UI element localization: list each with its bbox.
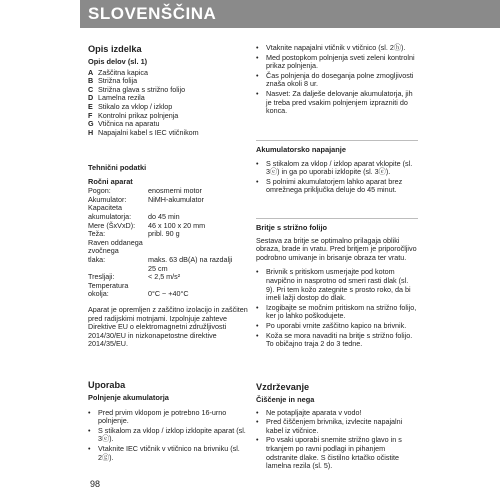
bullet-item [256, 268, 418, 302]
bullet-item [256, 322, 418, 331]
bullet-text: S polnimi akumulatorjem lahko aparat brez omrežnega priključka deluje do 45 minut. [266, 176, 403, 195]
cleaning-heading: Čiščenje in nega [256, 395, 315, 404]
clean-list [256, 409, 418, 471]
charging-heading: Polnjenje akumulatorja [88, 393, 169, 402]
bullet-marker: • [88, 407, 91, 417]
device-heading: Ročni aparat [88, 176, 133, 186]
spec-value: 46 x 100 x 20 mm [148, 220, 206, 230]
part-label: Napajalni kabel s IEC vtičnikom [98, 127, 199, 137]
bullet-item [256, 54, 418, 71]
spec-value: NiMH-akumulator [148, 194, 204, 204]
bullet-text: Izogibajte se močnim pritiskom na strižno folijo, ker jo lahko poškodujete. [266, 302, 417, 321]
page-number: 98 [90, 479, 101, 489]
part-key: H [88, 127, 94, 137]
bullet-text: S stikalom za vklop / izklop aparat vklopite (sl. 3ⓔ) in ga po uporabi izklopite (sl. 3ⓔ). [266, 158, 413, 177]
parts-list [88, 69, 248, 138]
spec-value: 0°C ~ +40°C [148, 289, 189, 299]
bullet-text: Koža se mora navaditi na britje s strižno folijo. To običajno traja 2 do 3 tedne. [266, 330, 413, 349]
spec-key: zvočnega [88, 246, 119, 256]
bullet-marker: • [256, 407, 259, 417]
bullet-text: Ne potapljajte aparata v vodo! [266, 407, 362, 417]
bullet-marker: • [256, 435, 259, 445]
bullet-text: Pred čiščenjem brivnika, izvlecite napajalni kabel iz vtičnice. [266, 417, 403, 435]
part-label: Strižna glava s strižno folijo [98, 84, 186, 94]
spec-value: 25 cm [148, 263, 168, 273]
bullet-marker: • [256, 70, 259, 80]
spec-key: tlaka: [88, 254, 106, 264]
page-title: SLOVENŠČINA [88, 4, 217, 23]
spec-value: pribl. 90 g [148, 229, 180, 239]
bullet-text: Vtaknite napajalni vtičnik v vtičnico (sl. 2ⓗ). [266, 43, 406, 52]
part-key: C [88, 84, 94, 94]
spec-value: < 2,5 m/s² [148, 272, 181, 282]
bullet-item [256, 418, 418, 435]
spec-key: Tresljaji: [88, 272, 115, 282]
bullet-item [256, 72, 418, 89]
battery-heading: Akumulatorsko napajanje [256, 145, 346, 154]
battery-list [256, 160, 418, 195]
bullet-item [256, 332, 418, 349]
bullet-item [256, 90, 418, 116]
part-label: Kontrolni prikaz polnjenja [98, 110, 179, 120]
bullet-marker: • [256, 267, 259, 277]
spec-key: Kapaciteta [88, 203, 122, 213]
bullet-marker: • [256, 320, 259, 330]
bullet-item [256, 178, 418, 195]
bullet-text: Med postopkom polnjenja sveti zeleni kontrolni prikaz polnjenja. [266, 52, 415, 71]
bullet-item [88, 427, 248, 444]
bullet-text: S stikalom za vklop / izklop izklopite aparat (sl. 3ⓔ). [98, 425, 246, 444]
spec-key: Mere (ŠxVxD): [88, 220, 136, 230]
bullet-marker: • [256, 176, 259, 186]
foil-heading: Britje s strižno folijo [256, 223, 328, 232]
bullet-item [256, 409, 418, 418]
bullet-marker: • [88, 425, 91, 435]
part-label: Strižna folija [98, 76, 138, 86]
divider [256, 218, 418, 219]
bullet-marker: • [256, 158, 259, 168]
usage-heading: Uporaba [88, 380, 126, 390]
part-key: D [88, 93, 94, 103]
bullet-text: Po vsaki uporabi snemite strižno glavo in s trkanjem po ravni podlagi in pihanjem odstranite dlake. S čistilno krtačko očistite lamelna rezila (sl. 5). [266, 435, 402, 471]
bullet-marker: • [256, 52, 259, 62]
tech-data-heading: Tehnični podatki [88, 163, 147, 172]
header-bar [80, 0, 500, 28]
bullet-item [256, 44, 418, 53]
part-key: G [88, 119, 94, 129]
bullet-item [256, 160, 418, 177]
maintenance-heading: Vzdrževanje [256, 382, 310, 392]
spec-value: maks. 63 dB(A) na razdalji [148, 254, 233, 264]
bullet-item [88, 409, 248, 426]
spec-key: Akumulator: [88, 194, 127, 204]
bullet-marker: • [256, 43, 259, 52]
divider [256, 140, 418, 141]
bullet-text: Čas polnjenja do doseganja polne zmogljivosti znaša okoli 8 ur. [266, 70, 414, 89]
bullet-marker: • [256, 302, 259, 312]
bullet-item [256, 436, 418, 470]
bullet-text: Brivnik s pritiskom usmerjajte pod kotom navpično in nasprotno od smeri rasti dlak (sl. 9). Pri tem kožo zategnite s prosto roko, da bi imeli lažji dostop do dlak. [266, 267, 411, 303]
spec-row [88, 256, 248, 265]
part-key: A [88, 67, 94, 77]
foil-list [256, 268, 418, 348]
bullet-text: Vtaknite IEC vtičnik v vtičnico na brivniku (sl. 2ⓖ). [98, 443, 240, 462]
spec-key: Pogon: [88, 186, 111, 196]
compliance-text: Aparat je opremljen z zaščitno izolacijo in zaščiten pred radijskimi motnjami. Izpolnjuje zahteve Direktive EU o elektromagnetni združljivosti 2014/30/EU in nizkonapetostne direktive 2014/35/EU. [88, 305, 248, 349]
charging-list [88, 409, 248, 463]
spec-value: do 45 min [148, 211, 180, 221]
spec-key: okolja: [88, 289, 109, 299]
part-key: E [88, 101, 93, 111]
part-label: Lamelna rezila [98, 93, 145, 103]
part-label: Vtičnica na aparatu [98, 119, 160, 129]
part-label: Stikalo za vklop / izklop [98, 101, 173, 111]
part-row [88, 129, 248, 138]
spec-row [88, 290, 248, 299]
part-key: B [88, 76, 94, 86]
spec-value: enosmerni motor [148, 186, 202, 196]
bullet-marker: • [256, 417, 259, 427]
bullet-text: Po uporabi vrnite zaščitno kapico na brivnik. [266, 320, 407, 330]
parts-heading: Opis delov (sl. 1) [88, 57, 148, 66]
spec-key: Teža: [88, 229, 106, 239]
spec-value [148, 239, 248, 248]
spec-key: akumulatorja: [88, 211, 132, 221]
product-description-heading: Opis izdelka [88, 44, 142, 54]
bullet-marker: • [256, 88, 259, 98]
bullet-marker: • [88, 443, 91, 453]
part-key: F [88, 110, 93, 120]
bullet-text: Nasvet: Za dalješe delovanje akumulatorja, jih je treba pred vsakim polnjenjem izprazniti do konca. [266, 88, 413, 116]
bullet-text: Pred prvim vklopom je potrebno 16-urno polnjenje. [98, 407, 227, 426]
bullet-item [88, 445, 248, 462]
spec-key: Temperatura [88, 280, 129, 290]
foil-intro: Sestava za britje se optimalno prilagaja obliki obraza, brade in vratu. Pred britjem je priporočljivo podrobno umivanje in brisanje obraza ter vratu. [256, 235, 417, 262]
right-top-list [256, 44, 418, 116]
spec-list [88, 187, 248, 299]
part-label: Zaščitna kapica [98, 67, 148, 77]
spec-key: Raven oddanega [88, 237, 143, 247]
bullet-item [256, 304, 418, 321]
bullet-marker: • [256, 330, 259, 340]
